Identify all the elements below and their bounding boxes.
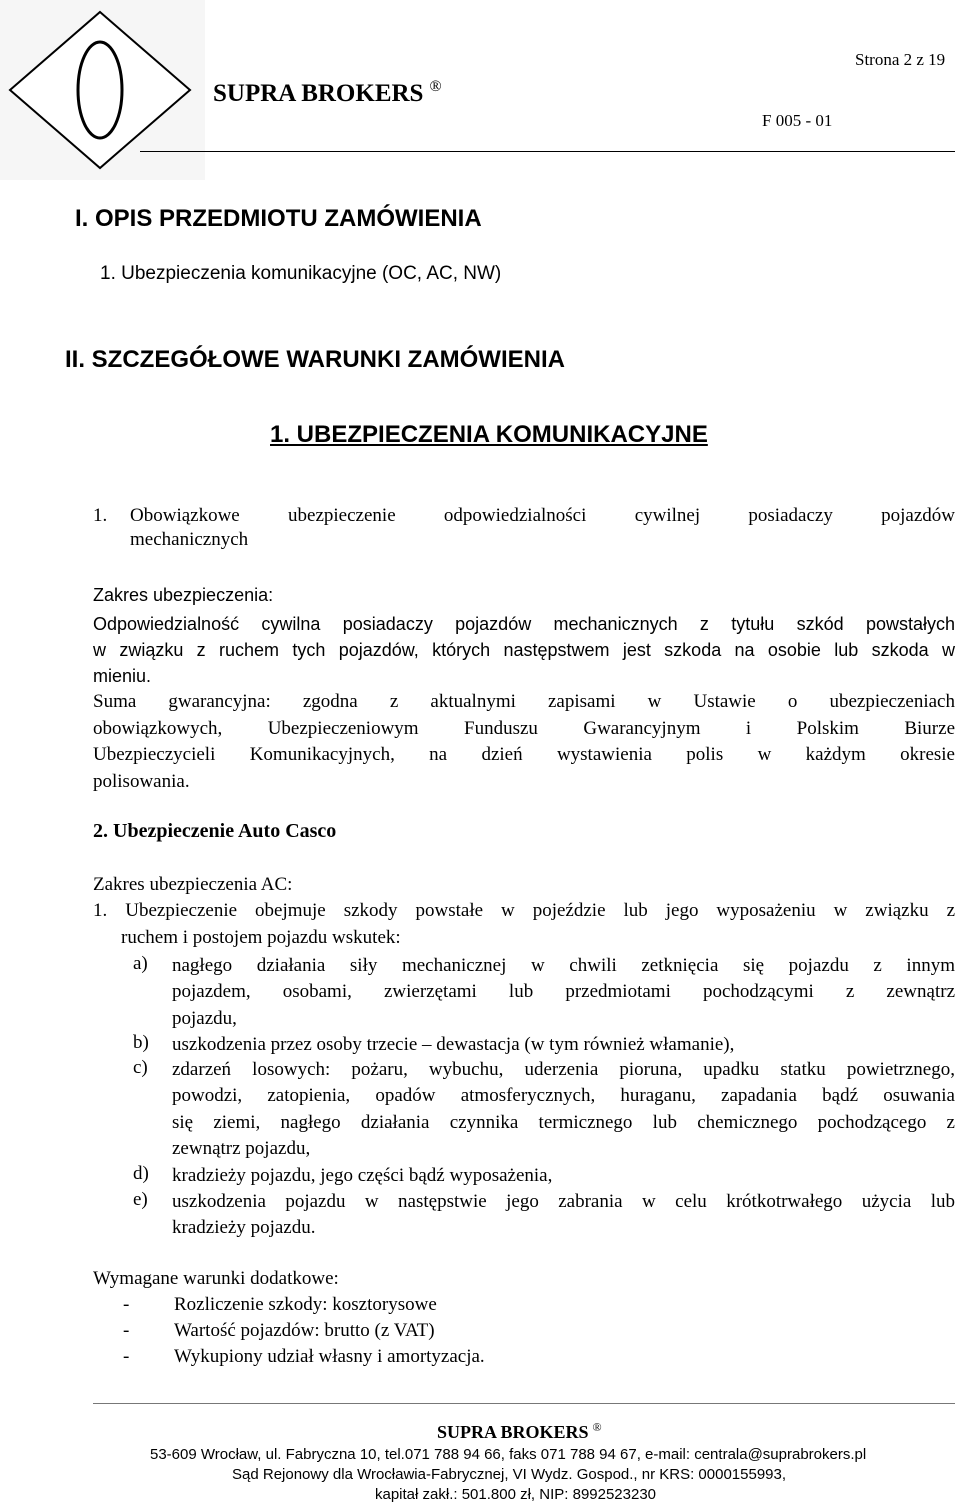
ac-item-line: kradzieży pojazdu, jego części bądź wyposażenia, <box>172 1165 553 1186</box>
ac-item-line: powodzi, zatopienia, opadów atmosferycznych, huraganu, zapadania bądź osuwania <box>172 1085 955 1107</box>
footer-rule <box>93 1403 955 1404</box>
ac-item-letter: b) <box>133 1032 149 1053</box>
ac-item-letter: d) <box>133 1163 149 1184</box>
footer-address: 53-609 Wrocław, ul. Fabryczna 10, tel.071 788 94 66, faks 071 788 94 67, e-mail: centrala@suprabrokers.pl <box>150 1446 867 1463</box>
extras-item: Rozliczenie szkody: kosztorysowe <box>174 1294 437 1315</box>
ac-item-line: zdarzeń losowych: pożaru, wybuchu, uderzenia pioruna, upadku statku powietrznego, <box>172 1059 955 1080</box>
ac-item-letter: c) <box>133 1057 148 1078</box>
ac-intro-line2: ruchem i postojem pojazdu wskutek: <box>121 927 401 948</box>
footer-capital: kapitał zakł.: 501.800 zł, NIP: 8992523230 <box>375 1486 657 1503</box>
ac-item-letter: a) <box>133 953 148 974</box>
ac-item-line: uszkodzenia przez osoby trzecie – dewastacja (w tym również włamanie), <box>172 1034 735 1055</box>
header-brand: SUPRA BROKERS ® <box>213 78 442 107</box>
extras-item: Wartość pojazdów: brutto (z VAT) <box>174 1320 435 1341</box>
header-rule <box>140 151 955 152</box>
oc-sum-text: Suma gwarancyjna: zgodna z aktualnymi zapisami w Ustawie o ubezpieczeniach obowiązkowych, Ubezpieczeniowym Funduszu Gwarancyjnym i Polskim Biurze Ubezpieczycieli Komunikacyjnych, na dzień wystawienia polis w każdym okresie polisowania. <box>93 691 955 792</box>
section-ii-subheading: 1. UBEZPIECZENIA KOMUNIKACYJNE <box>270 421 708 448</box>
extras-label: Wymagane warunki dodatkowe: <box>93 1268 339 1289</box>
ac-title: 2. Ubezpieczenie Auto Casco <box>93 820 337 842</box>
extras-dash: - <box>123 1346 130 1367</box>
extras-item: Wykupiony udział własny i amortyzacja. <box>174 1346 485 1367</box>
ac-item-text <box>172 1189 955 1242</box>
oc-scope-text: Odpowiedzialność cywilna posiadaczy pojazdów mechanicznych z tytułu szkód powstałych w związku z ruchem tych pojazdów, których następstwem jest szkoda na osobie lub szkoda w mieniu. <box>93 614 955 686</box>
section-i-heading: I. OPIS PRZEDMIOTU ZAMÓWIENIA <box>75 205 482 232</box>
oc-number: 1. <box>93 505 108 526</box>
section-i-item: 1. Ubezpieczenia komunikacyjne (OC, AC, NW) <box>100 263 502 284</box>
supra-brokers-logo <box>0 0 205 180</box>
ac-item-text <box>172 953 955 1032</box>
ac-item-line: się ziemi, nagłego działania czynnika termicznego lub chemicznego pochodzącego z <box>172 1111 955 1133</box>
page-number: Strona 2 z 19 <box>855 50 946 69</box>
document-code: F 005 - 01 <box>762 111 833 130</box>
section-ii-heading: II. SZCZEGÓŁOWE WARUNKI ZAMÓWIENIA <box>65 346 565 373</box>
oc-title: Obowiązkowe ubezpieczenie odpowiedzialności cywilnej posiadaczy pojazdów mechanicznych <box>130 505 955 550</box>
ac-scope-label: Zakres ubezpieczenia AC: <box>93 874 293 895</box>
ac-item-line: pojazdu, <box>172 1007 237 1029</box>
footer-court: Sąd Rejonowy dla Wrocławia-Fabrycznej, VI Wydz. Gospod., nr KRS: 0000155993, <box>232 1466 787 1483</box>
ac-item-text <box>172 1032 955 1058</box>
footer-brand: SUPRA BROKERS ® <box>437 1420 602 1442</box>
ac-item-text <box>172 1163 955 1189</box>
ac-item-letter: e) <box>133 1189 148 1210</box>
extras-dash: - <box>123 1294 130 1315</box>
ac-item-line: uszkodzenia pojazdu w następstwie jego zabrania w celu krótkotrwałego użycia lub <box>172 1191 955 1212</box>
oc-scope-label: Zakres ubezpieczenia: <box>93 585 274 605</box>
ac-item-line: kradzieży pojazdu. <box>172 1217 316 1239</box>
ac-item-line: nagłego działania siły mechanicznej w chwili zetknięcia się pojazdu z innym <box>172 955 955 976</box>
ac-intro-line1: 1. Ubezpieczenie obejmuje szkody powstałe w pojeździe lub jego wyposażeniu w związku z <box>93 900 955 921</box>
ac-item-line: pojazdem, osobami, zwierzętami lub przedmiotami pochodzącymi z zewnątrz <box>172 981 955 1003</box>
ac-item-line: zewnątrz pojazdu, <box>172 1137 311 1159</box>
extras-dash: - <box>123 1320 130 1341</box>
ac-item-text <box>172 1057 955 1162</box>
